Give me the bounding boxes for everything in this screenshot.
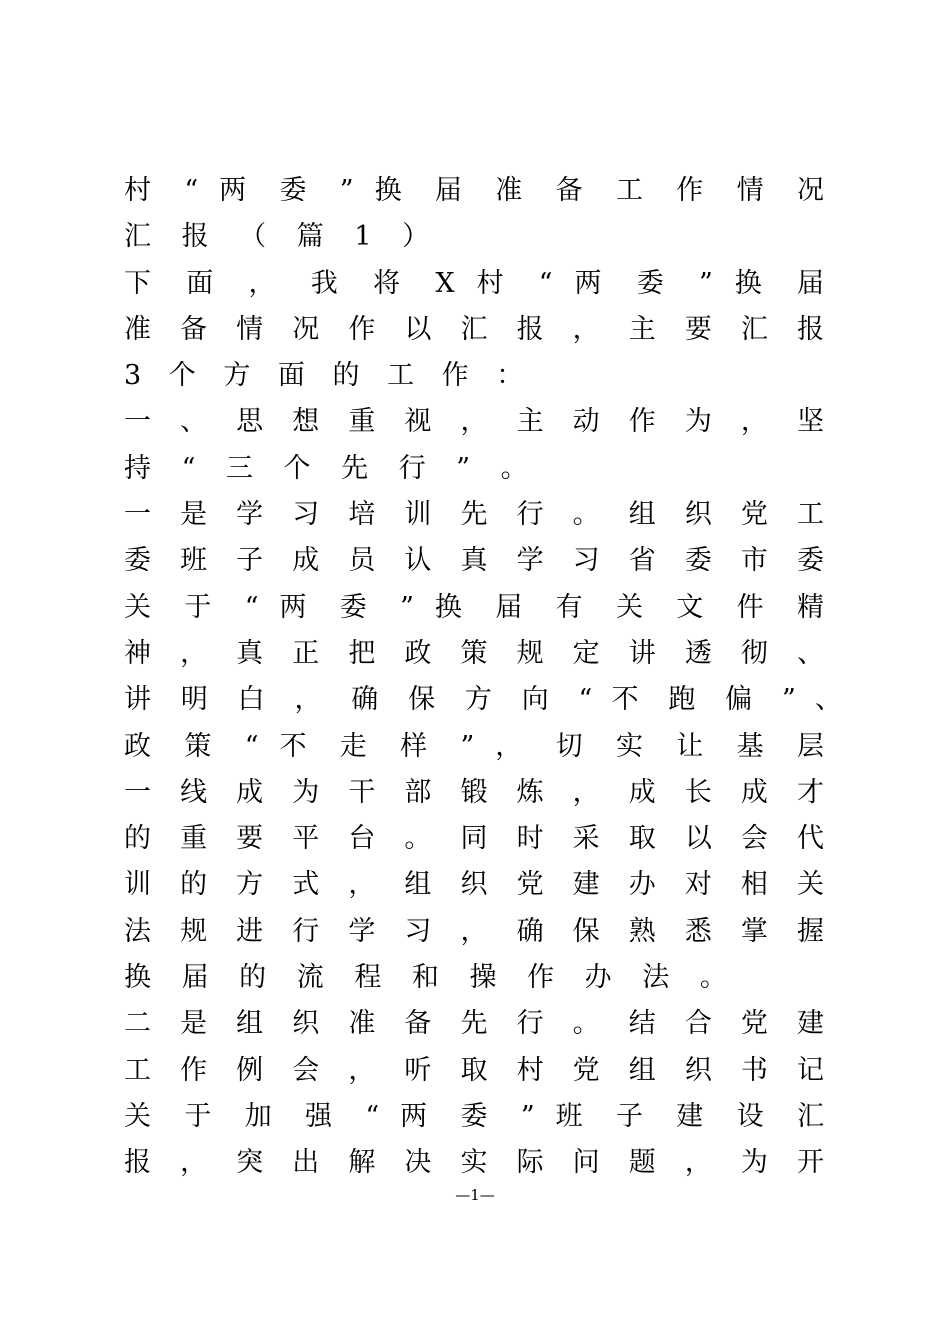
text-line: 关 于 加 强 “ 两 委 ” 班 子 建 设 汇	[124, 1100, 824, 1132]
text-line: 委 班 子 成 员 认 真 学 习 省 委 市 委	[124, 545, 824, 577]
text-line: 关 于 “ 两 委 ” 换 届 有 关 文 件 精	[124, 591, 824, 623]
body-text	[124, 168, 842, 1187]
text-line: 准 备 情 况 作 以 汇 报 ， 主 要 汇 报	[124, 313, 824, 345]
text-line: 持 “ 三 个 先 行 ” 。	[124, 452, 528, 484]
text-line: 下 面 ， 我 将 X 村 “ 两 委 ” 换 届	[124, 267, 824, 299]
text-line: 报 ， 突 出 解 决 实 际 问 题 ， 为 开	[124, 1147, 824, 1179]
text-line: 3 个 方 面 的 工 作 ：	[124, 360, 524, 392]
text-line: 一 线 成 为 干 部 锻 炼 ， 成 长 成 才	[124, 776, 824, 808]
text-line: 工 作 例 会 ， 听 取 村 党 组 织 书 记	[124, 1054, 824, 1086]
text-line: 政 策 “ 不 走 样 ” ， 切 实 让 基 层	[124, 730, 824, 762]
text-line: 训 的 方 式 ， 组 织 党 建 办 对 相 关	[124, 869, 824, 901]
text-line: 二 是 组 织 准 备 先 行 。 结 合 党 建	[124, 1008, 824, 1040]
page-number: —1—	[455, 1186, 495, 1204]
text-line: 一 是 学 习 培 训 先 行 。 组 织 党 工	[124, 499, 824, 531]
text-line: 法 规 进 行 学 习 ， 确 保 熟 悉 掌 握	[124, 915, 824, 947]
text-line: 村 “ 两 委 ” 换 届 准 备 工 作 情 况	[124, 175, 824, 206]
text-line: 一 、 思 想 重 视 ， 主 动 作 为 ， 坚	[124, 406, 824, 438]
text-line: 讲 明 白 ， 确 保 方 向 “ 不 跑 偏 ” 、	[124, 684, 842, 716]
text-line: 汇 报 （ 篇 1 ）	[124, 221, 430, 253]
text-line: 换 届 的 流 程 和 操 作 办 法 。	[124, 962, 727, 994]
text-line: 的 重 要 平 台 。 同 时 采 取 以 会 代	[124, 823, 824, 855]
text-line: 神 ， 真 正 把 政 策 规 定 讲 透 彻 、	[124, 637, 824, 669]
